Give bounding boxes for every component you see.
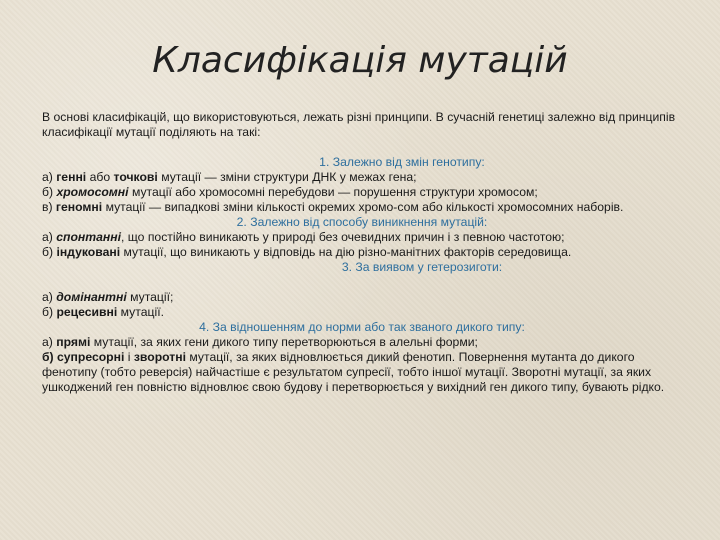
section-1-heading: 1. Залежно від змін генотипу: [319,155,485,169]
slide-body [42,110,682,395]
intro-paragraph: В основі класифікацій, що використовуються, лежать різні принципи. В сучасній генетиці залежно від принципів класифікації мутації поділяють на такі: [42,110,676,139]
section-3-item-b: б) рецесивні мутації. [42,305,164,319]
section-4-item-b: б) супресорні і зворотні мутації, за яких відновлюється дикий фенотип. Повернення мутанта до дикого фенотипу (тобто реверсія) найчастіше є результатом супресії, тобто іншої мутації. Зворотні мутації, за яких ушкоджений ген повністю відновлює свою будову і перетворюється у вихідний ген дикого типу, бувають рідко. [42,350,665,394]
section-1-item-b: б) хромосомні мутації або хромосомні перебудови — порушення структури хромосом; [42,185,538,199]
section-1-item-a: а) генні або точкові мутації — зміни структури ДНК у межах гена; [42,170,417,184]
slide-title: Класифікація мутацій [152,40,568,81]
section-2-heading: 2. Залежно від способу виникнення мутацій: [236,215,488,229]
section-3-item-a: а) домінантні мутації; [42,290,174,304]
section-2-item-b: б) індуковані мутації, що виникають у відповідь на дію різно-манітних факторів середовища. [42,245,572,259]
section-4-heading: 4. За відношенням до норми або так званого дикого типу: [199,320,525,334]
section-3-heading: 3. За виявом у гетерозиготи: [341,260,503,274]
section-4-item-a: а) прямі мутації, за яких гени дикого типу перетворюються в алельні форми; [42,335,478,349]
section-2-item-a: а) спонтанні, що постійно виникають у природі без очевидних причин і з певною частотою; [42,230,565,244]
section-1-item-c: в) геномні мутації — випадкові зміни кількості окремих хромо-сом або кількості хромосомних наборів. [42,200,624,214]
